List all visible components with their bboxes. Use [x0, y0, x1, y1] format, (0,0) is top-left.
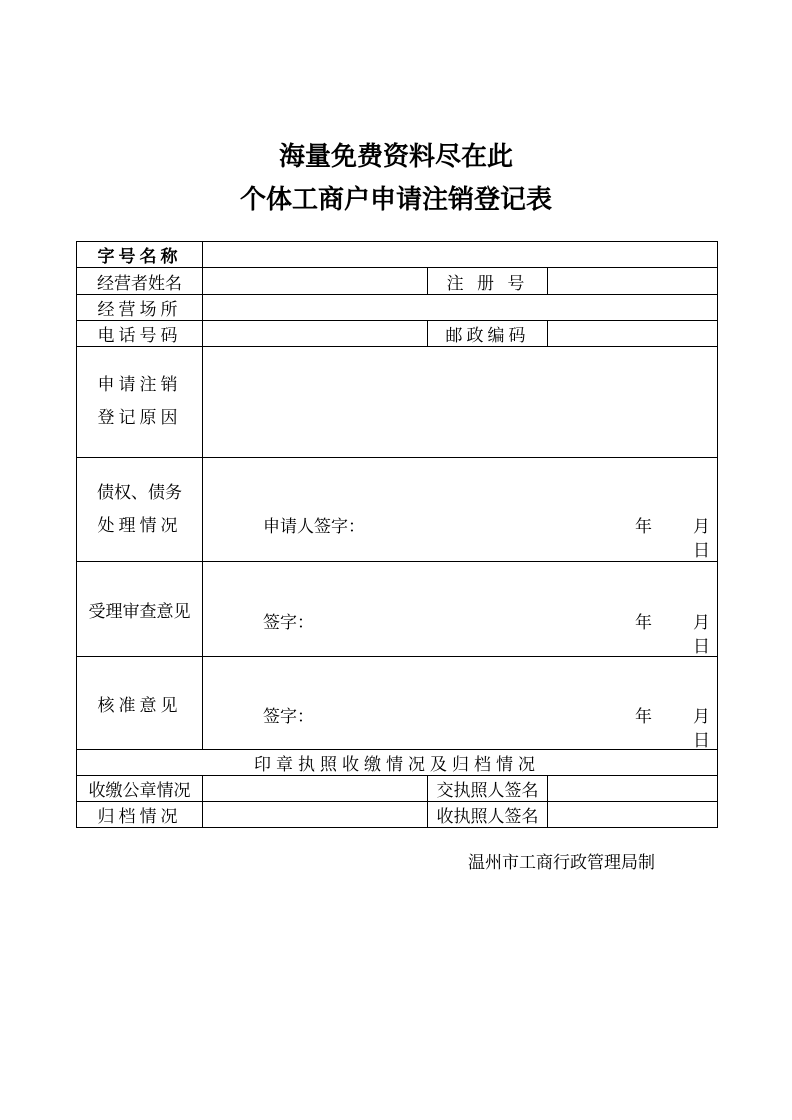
review-label: 受理审查意见	[77, 562, 203, 657]
approval-date-year: 年	[635, 707, 652, 727]
approval-field[interactable]	[203, 657, 718, 750]
license-receive-field[interactable]	[548, 802, 718, 828]
debt-field[interactable]	[203, 458, 718, 562]
license-receive-label: 收执照人签名	[428, 802, 548, 828]
phone-label: 电话号码	[77, 321, 203, 347]
review-date-day: 日	[693, 637, 710, 657]
deregistration-form	[76, 241, 718, 828]
operator-name-label: 经营者姓名	[77, 268, 203, 295]
page-title: 个体工商户申请注销登记表	[239, 185, 552, 215]
review-date-year: 年	[635, 613, 652, 633]
reason-label-line1: 申请注销	[97, 375, 182, 395]
archive-label: 归档情况	[77, 802, 203, 828]
reason-label-line2: 登记原因	[97, 408, 182, 428]
review-signature-label: 签字：	[263, 613, 314, 633]
address-label: 经营场所	[77, 295, 203, 321]
approval-label: 核准意见	[77, 657, 203, 750]
debt-signature-label: 申请人签字：	[263, 517, 365, 537]
shop-name-label: 字号名称	[77, 242, 203, 268]
section-header: 印章执照收缴情况及归档情况	[77, 750, 718, 776]
archive-field[interactable]	[203, 802, 428, 828]
debt-label	[77, 458, 203, 562]
approval-signature-label: 签字：	[263, 707, 314, 727]
seal-field[interactable]	[203, 776, 428, 802]
registration-no-label: 注 册 号	[428, 268, 548, 295]
approval-date-day: 日	[693, 731, 710, 750]
debt-label-line1: 债权、债务	[97, 482, 182, 503]
license-handover-field[interactable]	[548, 776, 718, 802]
review-field[interactable]	[203, 562, 718, 657]
debt-date-day: 日	[693, 541, 710, 561]
debt-date-year: 年	[635, 517, 652, 537]
postcode-label: 邮政编码	[428, 321, 548, 347]
debt-date-month: 月	[693, 517, 710, 537]
review-date-month: 月	[693, 613, 710, 633]
address-field[interactable]	[203, 295, 718, 321]
page-banner: 海量免费资料尽在此	[278, 142, 513, 172]
seal-label: 收缴公章情况	[77, 776, 203, 802]
registration-no-field[interactable]	[548, 268, 718, 295]
issuer-note: 温州市工商行政管理局制	[468, 853, 655, 873]
reason-field[interactable]	[203, 347, 718, 458]
phone-field[interactable]	[203, 321, 428, 347]
operator-name-field[interactable]	[203, 268, 428, 295]
license-handover-label: 交执照人签名	[428, 776, 548, 802]
shop-name-field[interactable]	[203, 242, 718, 268]
approval-date-month: 月	[693, 707, 710, 727]
reason-label	[77, 347, 203, 458]
postcode-field[interactable]	[548, 321, 718, 347]
debt-label-line2: 处理情况	[97, 515, 182, 536]
